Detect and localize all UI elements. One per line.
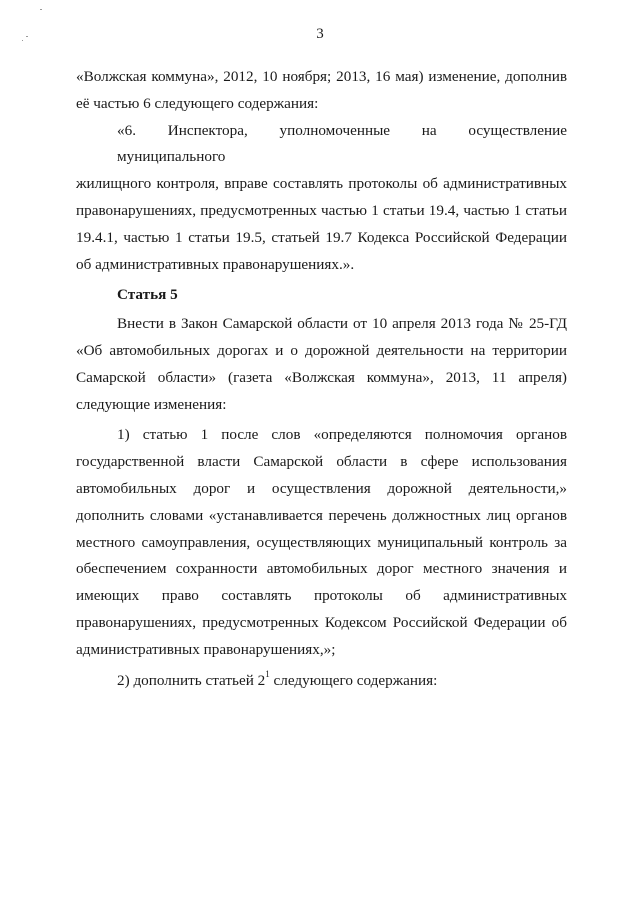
text-line: правонарушениях, предусмотренных частью 1 статьи 19.4, частью 1 статьи: [76, 201, 567, 219]
page-number: 3: [316, 26, 324, 42]
text-fragment: следующего содержания:: [269, 671, 438, 689]
text-line: «6. Инспектора, уполномоченные на осуществление муниципального: [117, 121, 567, 166]
text-line: обеспечением сохранности автомобильных дорог местного значения и: [76, 560, 567, 578]
paragraph-part-6: [76, 118, 567, 279]
text-line: имеющих право составлять протоколы об административных: [76, 587, 567, 605]
paragraph-continuation: [76, 64, 567, 118]
paragraph-item-1: [76, 422, 567, 663]
text-line: 1) статью 1 после слов «определяются полномочия органов: [117, 426, 567, 444]
text-line: правонарушениях, предусмотренных Кодексом Российской Федерации об: [76, 613, 567, 631]
text-line: административных правонарушениях,»;: [76, 640, 336, 658]
text-line: Внести в Закон Самарской области от 10 апреля 2013 года № 25-ГД: [117, 315, 567, 333]
text-line: «Волжская коммуна», 2012, 10 ноября; 2013, 16 мая) изменение, дополнив: [76, 68, 567, 85]
text-line: жилищного контроля, вправе составлять протоколы об административных: [76, 175, 567, 193]
text-fragment: 2) дополнить статьей 2: [117, 671, 266, 689]
superscript-index: 1: [265, 669, 270, 680]
text-line: Самарской области» (газета «Волжская коммуна», 2013, 11 апреля): [76, 368, 567, 386]
text-line: «Об автомобильных дорогах и о дорожной деятельности на территории: [76, 341, 567, 359]
text-line: государственной власти Самарской области в сфере использования: [76, 453, 567, 471]
text-line: её частью 6 следующего содержания:: [76, 94, 319, 112]
scan-speck: [40, 9, 42, 10]
document-body: [76, 64, 567, 694]
paragraph-amendment-intro: [76, 311, 567, 418]
article-heading: Статья 5: [117, 286, 178, 304]
text-line: об административных правонарушениях.».: [76, 255, 355, 273]
text-line: дополнить словами «устанавливается перечень должностных лиц органов: [76, 506, 567, 524]
text-line: местного самоуправления, осуществляющих муниципальный контроль за: [76, 533, 567, 551]
text-line: следующие изменения:: [76, 395, 227, 413]
text-line: автомобильных дорог и осуществления дорожной деятельности,»: [76, 479, 567, 497]
paragraph-item-2: [76, 668, 567, 695]
text-line: 19.4.1, частью 1 статьи 19.5, статьей 19.7 Кодекса Российской Федерации: [76, 228, 567, 246]
